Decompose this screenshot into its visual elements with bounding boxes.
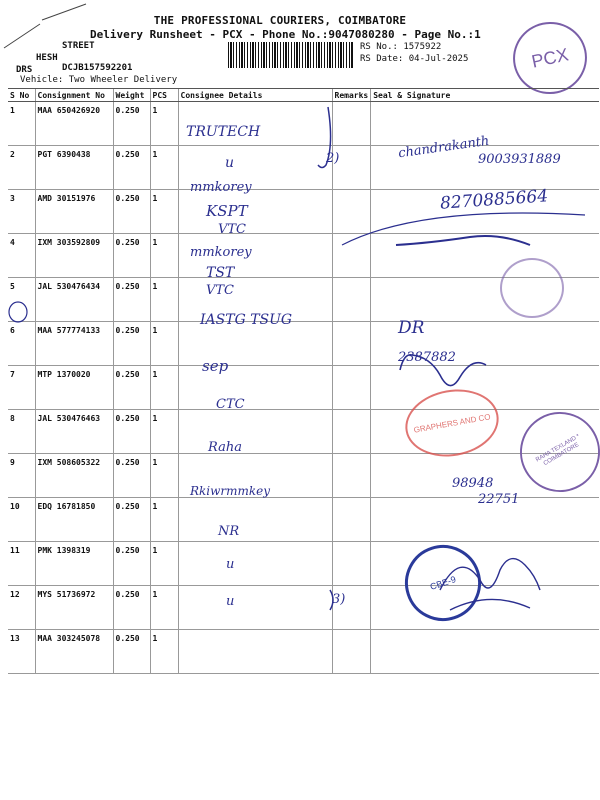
cell-weight: 0.250 — [113, 454, 150, 498]
cell-consignment: IXM 508605322 — [35, 454, 113, 498]
hw-r2-remark: 2) — [326, 151, 340, 166]
purple-stamp — [500, 258, 564, 318]
runsheet-title: Delivery Runsheet - PCX - Phone No.:9047080280 - Page No.:1 — [90, 28, 481, 41]
hw-r2-phone: 9003931889 — [478, 152, 561, 167]
cell-weight: 0.250 — [113, 190, 150, 234]
cell-sno: 13 — [8, 630, 35, 674]
cell-consignment: MAA 303245078 — [35, 630, 113, 674]
hw-r5-consignee2: VTC — [206, 283, 235, 298]
hw-r3-phone: 8270885664 — [439, 186, 549, 214]
cell-pcs: 1 — [150, 146, 178, 190]
cell-consignment: AMD 30151976 — [35, 190, 113, 234]
cell-weight: 0.250 — [113, 410, 150, 454]
raha-stamp-text: RAHA TEXLAND * COIMBATORE — [534, 433, 581, 468]
hw-r7-phone: 2387882 — [398, 350, 456, 365]
drs-label: DRS — [16, 65, 33, 75]
signature-scribble-icon — [430, 540, 550, 630]
cell-pcs: 1 — [150, 454, 178, 498]
cell-weight: 0.250 — [113, 234, 150, 278]
cell-pcs: 1 — [150, 278, 178, 322]
cell-consignment: JAL 530476463 — [35, 410, 113, 454]
hw-r8-consignee: CTC — [216, 397, 245, 412]
cell-pcs: 1 — [150, 410, 178, 454]
cell-sno: 4 — [8, 234, 35, 278]
hw-r6-consignee: IASTG TSUG — [200, 312, 293, 328]
col-consignee: Consignee Details — [178, 89, 332, 102]
cell-pcs: 1 — [150, 190, 178, 234]
cell-sno: 12 — [8, 586, 35, 630]
cell-weight: 0.250 — [113, 586, 150, 630]
cell-pcs: 1 — [150, 630, 178, 674]
cell-sno: 2 — [8, 146, 35, 190]
cell-sno: 10 — [8, 498, 35, 542]
hw-r5-consignee: TST — [206, 265, 235, 281]
hw-r3-consignee: mmkorey — [190, 180, 252, 195]
cell-weight: 0.250 — [113, 146, 150, 190]
col-consignment: Consignment No — [35, 89, 113, 102]
blue-stamp-text: CBE-9 — [428, 574, 458, 592]
hw-r6-sign: DR — [398, 318, 425, 338]
hw-r10-phone2: 22751 — [478, 492, 520, 507]
hw-r4-consignee2: mmkorey — [190, 245, 252, 260]
cell-consignment: MTP 1370020 — [35, 366, 113, 410]
cell-consignment: PGT 6390438 — [35, 146, 113, 190]
red-stamp-text: GRAPHERS AND CO — [412, 411, 492, 435]
cell-sno: 3 — [8, 190, 35, 234]
cell-signature — [371, 630, 599, 674]
col-weight: Weight — [113, 89, 150, 102]
col-sno: S No — [8, 89, 35, 102]
cell-sno: 9 — [8, 454, 35, 498]
hw-r11-consignee: NR — [218, 524, 240, 539]
cell-weight: 0.250 — [113, 278, 150, 322]
cell-pcs: 1 — [150, 322, 178, 366]
cell-pcs: 1 — [150, 102, 178, 146]
company-title: THE PROFESSIONAL COURIERS, COIMBATORE — [153, 14, 407, 27]
cell-consignment: MAA 577774133 — [35, 322, 113, 366]
cell-sno: 7 — [8, 366, 35, 410]
cell-sno: 11 — [8, 542, 35, 586]
cell-consignment: JAL 530476434 — [35, 278, 113, 322]
cell-consignment: PMK 1398319 — [35, 542, 113, 586]
cell-pcs: 1 — [150, 498, 178, 542]
hw-r10-phone: 98948 — [452, 476, 494, 491]
cell-weight: 0.250 — [113, 542, 150, 586]
cell-pcs: 1 — [150, 366, 178, 410]
cell-consignment: IXM 303592809 — [35, 234, 113, 278]
cell-sno: 8 — [8, 410, 35, 454]
cell-weight: 0.250 — [113, 366, 150, 410]
cell-pcs: 1 — [150, 542, 178, 586]
address-street: STREET — [62, 41, 95, 51]
hw-r12-consignee: u — [226, 557, 235, 572]
hw-r9-consignee: Raha — [208, 440, 242, 455]
col-seal-signature: Seal & Signature — [371, 89, 599, 102]
drs-code: DCJB157592201 — [62, 63, 133, 73]
cell-pcs: 1 — [150, 586, 178, 630]
cell-consignment: MAA 650426920 — [35, 102, 113, 146]
cell-sno: 5 — [8, 278, 35, 322]
rs-number: RS No.: 1575922 — [360, 42, 442, 52]
cell-weight: 0.250 — [113, 102, 150, 146]
address-name: HESH — [36, 53, 58, 63]
cell-sno: 6 — [8, 322, 35, 366]
hw-r3-consignee2: KSPT — [206, 202, 248, 220]
table-row — [8, 630, 599, 674]
hw-r2-consignee: u — [225, 155, 235, 171]
hw-r2-sign: chandrakanth — [397, 133, 491, 162]
hw-r7-consignee: sep — [202, 357, 229, 375]
barcode — [228, 42, 354, 68]
hw-r10-consignee: Rkiwrmmkey — [190, 484, 271, 498]
circled-number-icon — [6, 300, 30, 324]
cell-weight: 0.250 — [113, 498, 150, 542]
vehicle-type: Vehicle: Two Wheeler Delivery — [20, 75, 178, 85]
cell-sno: 1 — [8, 102, 35, 146]
cell-weight: 0.250 — [113, 322, 150, 366]
hw-r13-consignee: u — [226, 594, 235, 609]
rs-date: RS Date: 04-Jul-2025 — [360, 54, 469, 64]
hw-r4-consignee: VTC — [218, 222, 247, 237]
cell-weight: 0.250 — [113, 630, 150, 674]
cell-consignee — [178, 630, 332, 674]
col-pcs: PCS — [150, 89, 178, 102]
pcx-stamp-text: PCX — [529, 43, 571, 72]
cell-consignment: EDQ 16781850 — [35, 498, 113, 542]
cell-remarks — [332, 630, 371, 674]
hw-r1-consignee: TRUTECH — [186, 124, 261, 140]
col-remarks: Remarks — [332, 89, 371, 102]
hw-r13-remark: 3) — [332, 592, 346, 607]
cell-consignment: MYS 51736972 — [35, 586, 113, 630]
cell-pcs: 1 — [150, 234, 178, 278]
